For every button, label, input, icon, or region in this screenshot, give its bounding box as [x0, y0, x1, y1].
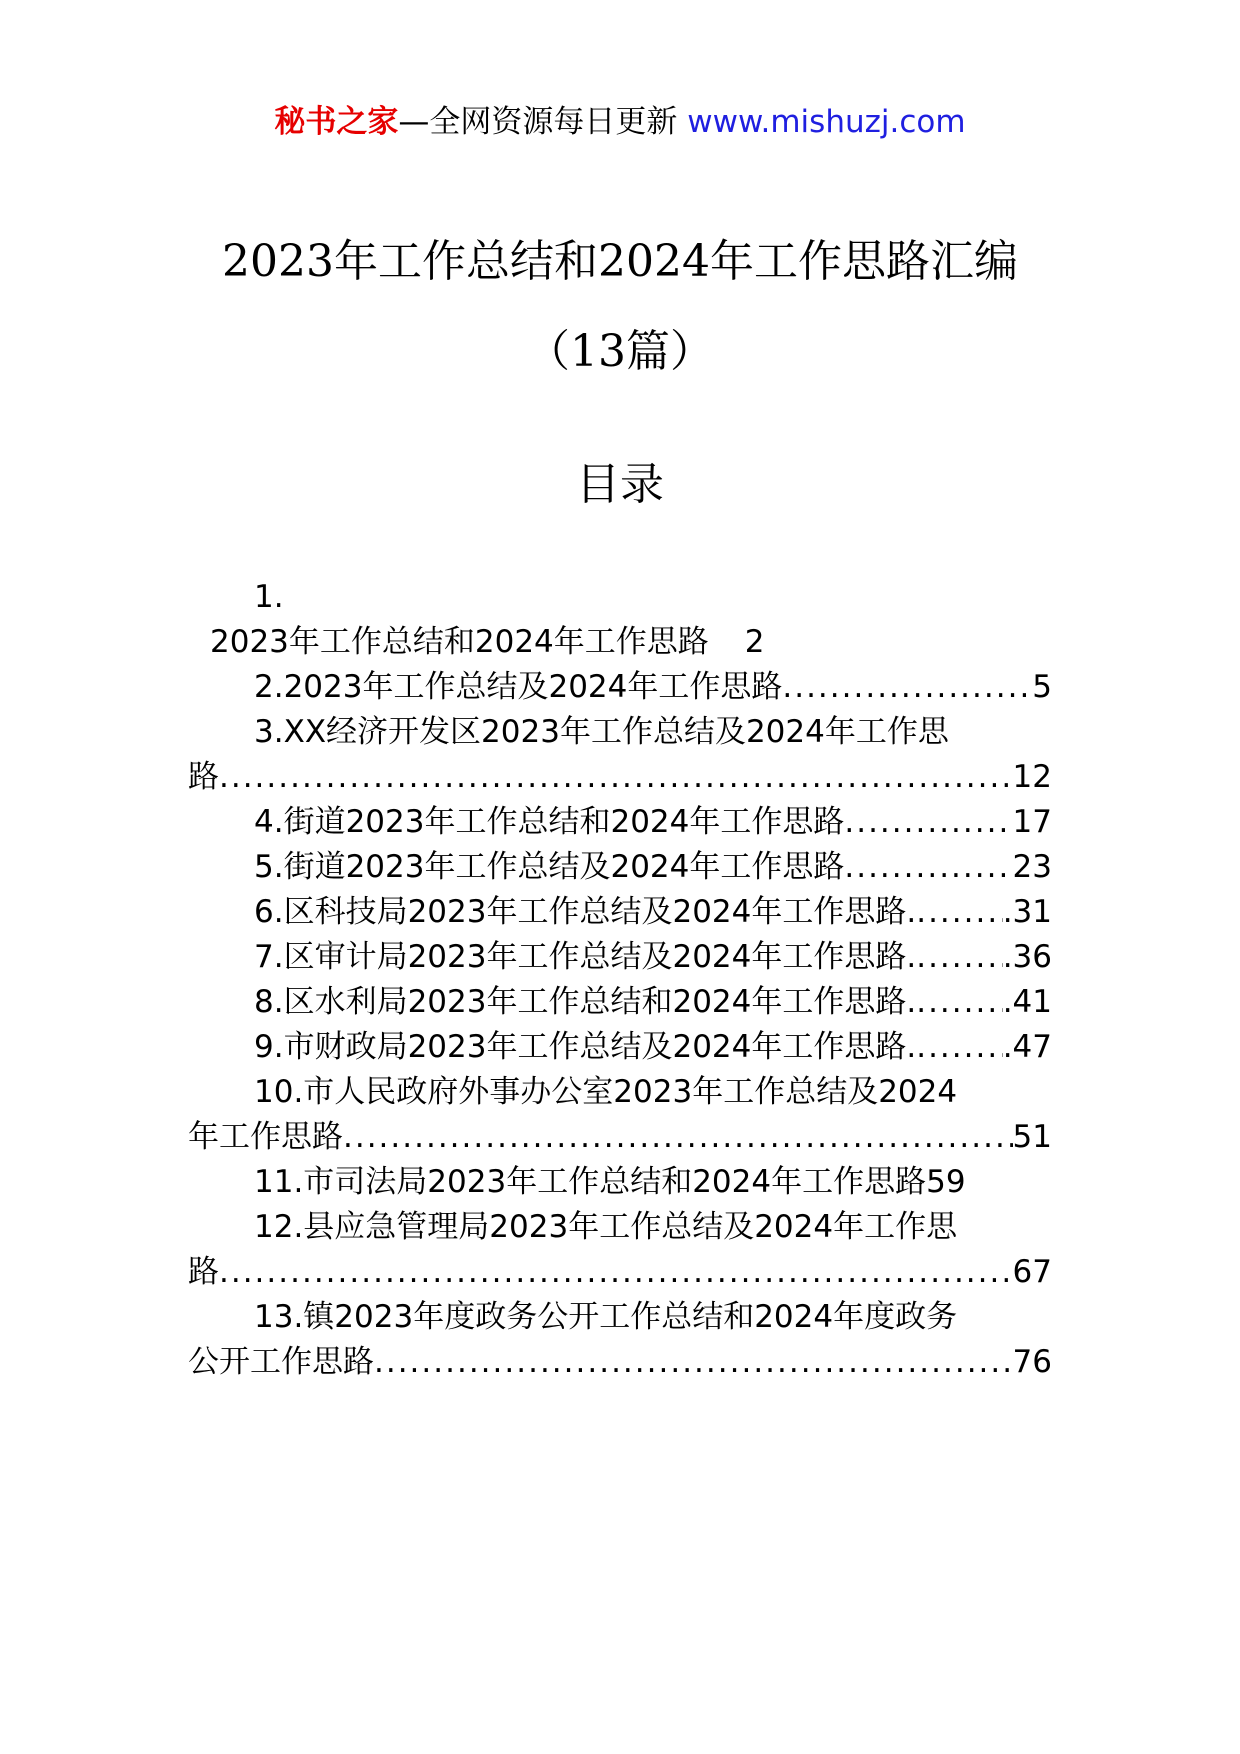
toc-entry-page: 5	[1032, 669, 1052, 705]
toc-entry-page: .31	[1002, 894, 1052, 930]
header-tagline: —全网资源每日更新	[398, 104, 678, 140]
toc-entry-page: 59	[926, 1164, 966, 1200]
toc-leader-dots	[374, 1340, 1013, 1385]
toc-entry-9[interactable]	[188, 1025, 1052, 1070]
toc-leader-dots	[343, 1115, 1013, 1160]
toc-entry-title: 11.市司法局2023年工作总结和2024年工作思路	[254, 1164, 927, 1200]
toc-entry-5[interactable]	[188, 845, 1052, 890]
brand-name: 秘书之家	[274, 104, 399, 140]
toc-entry-title: 5.街道2023年工作总结及2024年工作思路	[254, 849, 845, 885]
toc-entry-title-cont: 年工作思路	[188, 1119, 343, 1155]
toc-entry-13[interactable]	[188, 1295, 1052, 1340]
toc-entry-title: 13.镇2023年度政务公开工作总结和2024年度政务	[254, 1299, 958, 1335]
toc-entry-title-cont: 路	[188, 1254, 219, 1290]
toc-entry-title-cont: 路	[188, 759, 219, 795]
toc-entry-page: 51	[1012, 1119, 1052, 1155]
toc-leader-dots	[916, 890, 1002, 935]
toc-leader-dots	[916, 1025, 1002, 1070]
toc-entry-10[interactable]	[188, 1070, 1052, 1115]
toc-entry-2[interactable]	[188, 665, 1052, 710]
toc-entry-1-number[interactable]	[188, 575, 1052, 620]
toc-entry-title: 2.2023年工作总结及2024年工作思路	[254, 669, 783, 705]
toc-entry-13-cont[interactable]	[188, 1340, 1052, 1385]
site-url[interactable]: www.mishuzj.com	[687, 104, 966, 140]
toc-entry-3-cont[interactable]	[188, 755, 1052, 800]
toc-entry-title: 4.街道2023年工作总结和2024年工作思路	[254, 804, 845, 840]
toc-entry-page: .36	[1002, 939, 1052, 975]
toc-entry-title: 10.市人民政府外事办公室2023年工作总结及2024	[254, 1074, 958, 1110]
toc-entry-title: 2023年工作总结和2024年工作思路	[210, 624, 709, 660]
toc-entry-7[interactable]	[188, 935, 1052, 980]
toc-heading: 目录	[576, 459, 664, 510]
toc-entry-title: 3.XX经济开发区2023年工作总结及2024年工作思	[254, 714, 949, 750]
toc-entry-12[interactable]	[188, 1205, 1052, 1250]
toc-entry-8[interactable]	[188, 980, 1052, 1025]
document-subtitle: （13篇）	[526, 326, 714, 377]
toc-entry-1[interactable]	[188, 620, 1052, 665]
toc-entry-title: 6.区科技局2023年工作总结及2024年工作思路.	[254, 894, 917, 930]
toc-entry-4[interactable]	[188, 800, 1052, 845]
toc-entry-title-cont: 公开工作思路	[188, 1344, 374, 1380]
toc-leader-dots	[916, 935, 1002, 980]
document-title: 2023年工作总结和2024年工作思路汇编	[222, 236, 1018, 287]
toc-entry-title: 8.区水利局2023年工作总结和2024年工作思路.	[254, 984, 917, 1020]
site-header	[0, 100, 1240, 144]
toc-entry-page: 67	[1012, 1254, 1052, 1290]
toc-entry-12-cont[interactable]	[188, 1250, 1052, 1295]
toc-entry-title: 12.县应急管理局2023年工作总结及2024年工作思	[254, 1209, 958, 1245]
toc-leader-dots	[916, 980, 1002, 1025]
toc-leader-dots	[219, 1250, 1013, 1295]
toc-entry-page: 2	[744, 624, 765, 660]
toc-leader-dots	[844, 800, 1012, 845]
toc-entry-page: 12	[1012, 759, 1052, 795]
toc-entry-title: 9.市财政局2023年工作总结及2024年工作思路.	[254, 1029, 917, 1065]
toc-entry-page: 76	[1012, 1344, 1052, 1380]
toc-entry-number: 1.	[254, 579, 284, 615]
toc-entry-11[interactable]	[188, 1160, 1052, 1205]
toc-entry-3[interactable]	[188, 710, 1052, 755]
toc-entry-6[interactable]	[188, 890, 1052, 935]
toc-entry-title: 7.区审计局2023年工作总结及2024年工作思路.	[254, 939, 917, 975]
toc-entry-page: .47	[1002, 1029, 1052, 1065]
toc-leader-dots	[782, 665, 1032, 710]
toc-leader-dots	[844, 845, 1012, 890]
toc-entry-page: 23	[1012, 849, 1052, 885]
toc-leader-dots	[219, 755, 1013, 800]
table-of-contents	[188, 575, 1052, 1385]
toc-entry-page: .41	[1002, 984, 1052, 1020]
toc-entry-page: 17	[1012, 804, 1052, 840]
toc-entry-10-cont[interactable]	[188, 1115, 1052, 1160]
